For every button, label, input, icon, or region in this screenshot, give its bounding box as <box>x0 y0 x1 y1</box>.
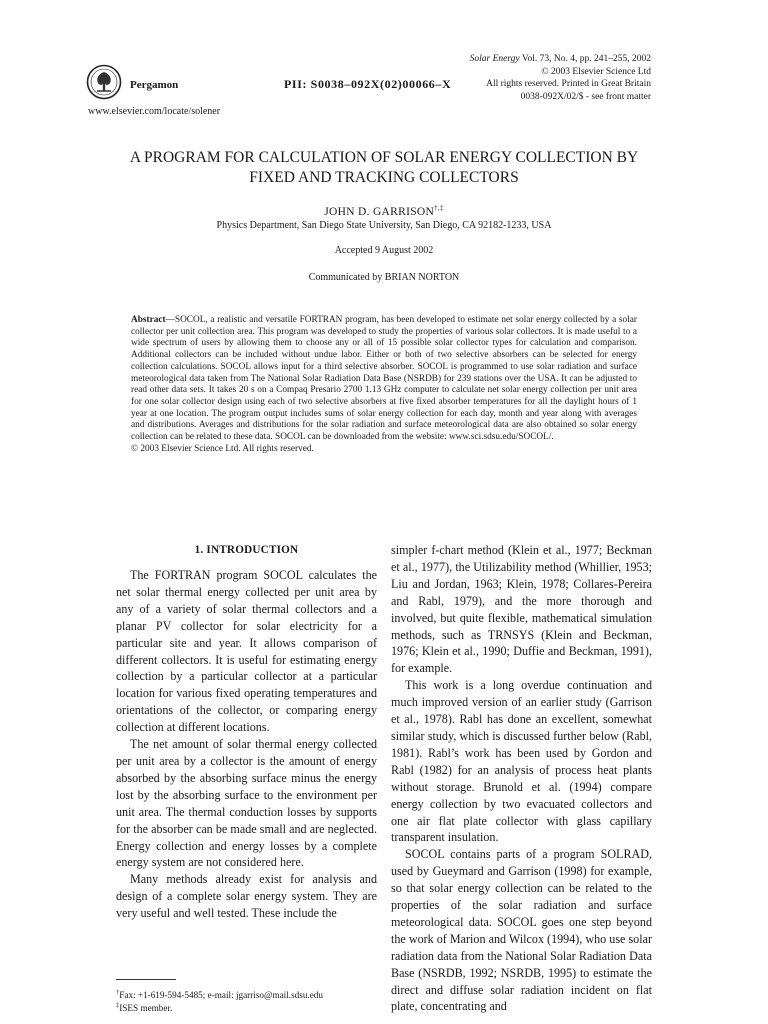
issn-line: 0038-092X/02/$ - see front matter <box>520 91 651 102</box>
abstract-label: Abstract <box>131 315 166 325</box>
intro-paragraph-5: This work is a long overdue continuation and much improved version of an earlier study (Garrison et al., 1978). Rabl has done an excellent, somewhat similar study, which is discussed further below (Rabl, 1981). Rabl’s work has been used by Gordon and Rabl (1982) for an analysis of process heat plants without storage. Brunold et al. (1994) compare energy collection by two evacuated collectors and one air flat plate collector with glass capillary transparent insulation. <box>391 678 652 845</box>
intro-paragraph-2: The net amount of solar thermal energy collected per unit area by a collector is the amount of energy absorbed by the absorbing surface minus the energy lost by the absorbing surface to the environment per unit area. The thermal conduction losses by supports for the absorber can be made small and are neglected. Energy collection and energy losses by a complete energy system are not considered here. <box>116 737 377 870</box>
intro-paragraph-3: Many methods already exist for analysis and design of a complete solar energy system. They are very useful and well tested. These include the <box>116 872 377 921</box>
footnote-mark-dagger: † <box>116 989 120 996</box>
journal-reference <box>411 53 651 103</box>
footnote-mark-double-dagger: ‡ <box>116 1002 120 1009</box>
accepted-date: Accepted 9 August 2002 <box>334 245 434 256</box>
intro-paragraph-1: The FORTRAN program SOCOL calculates the net solar thermal energy collected per unit area by any of a variety of solar thermal collectors and a planar PV collector for solar electricity for a particular site and year. It allows comparison of different collectors. It is useful for estimating energy collection by a particular collector at a particular location for various fixed operating temperatures and orientations of the collector, or comparing energy collection at different locations. <box>116 568 377 735</box>
footnote-membership-text: ISES member. <box>119 1003 173 1014</box>
publisher-name: Pergamon <box>130 79 179 91</box>
article-title-line-1: A PROGRAM FOR CALCULATION OF SOLAR ENERGY COLLECTION BY <box>129 149 639 166</box>
footnote-contact <box>116 987 386 1001</box>
elsevier-tree-logo-icon <box>86 64 122 100</box>
copyright-line: © 2003 Elsevier Science Ltd <box>541 66 651 77</box>
section-heading-introduction: 1. INTRODUCTION <box>194 544 299 556</box>
left-column <box>116 567 377 922</box>
intro-paragraph-4: simpler f-chart method (Klein et al., 1977; Beckman et al., 1977), the Utilizability method (Whillier, 1953; Liu and Jordan, 1963; Klein, 1978; Collares-Pereira and Rabl, 1979), and the more thorough and involved, but quite flexible, mathematical simulation methods, such as TRNSYS (Klein and Beckman, 1976; Klein et al., 1990; Duffie and Beckman, 1991), for example. <box>391 543 652 676</box>
journal-volume-info: Vol. 73, No. 4, pp. 241–255, 2002 <box>519 54 651 64</box>
journal-name: Solar Energy <box>469 54 520 64</box>
footnote-rule <box>116 979 176 980</box>
abstract <box>131 315 637 455</box>
footnote-membership <box>116 1000 386 1014</box>
pii-code: PII: S0038–092X(02)00066–X <box>284 77 452 91</box>
right-column <box>391 542 652 1015</box>
abstract-copyright: © 2003 Elsevier Science Ltd. All rights reserved. <box>131 443 314 454</box>
author-name: JOHN D. GARRISON <box>324 205 435 218</box>
journal-website: www.elsevier.com/locate/solener <box>88 106 221 117</box>
author-line <box>60 204 708 218</box>
article-title <box>60 148 708 188</box>
communicated-by: Communicated by BRIAN NORTON <box>308 272 460 283</box>
footnote-contact-text: Fax: +1-619-594-5485; e-mail: jgarriso@mail.sdsu.edu <box>119 990 323 1001</box>
abstract-text: —SOCOL, a realistic and versatile FORTRAN program, has been developed to estimate net solar energy collected by a solar collector per unit collection area. This program was developed to study the properties of various solar collectors. It is made useful to a wide spectrum of users by allowing them to choose any or all of 15 possible solar collector types for calculation and comparison. Additional collectors can be included without undue labor. Either or both of two selective absorbers can be selected for energy collection calculations. SOCOL allows input for a third selective absorber. SOCOL is programmed to use solar radiation and surface meteorological data taken from The National Solar Radiation Data Base (NSRDB) for 239 stations over the USA. It can be adjusted to read other data sets. It takes 20 s on a Compaq Presario 2700 1.13 GHz computer to calculate net solar energy collection per unit area for one solar collector design using each of two selective absorbers at five fixed absorber temperatures for all the daylight hours of 1 year at one location. The program output includes sums of solar energy collection for each day, month and year along with averages and distributions. Averages and distributions for the solar radiation and surface meteorological data are also obtained so solar energy collection can be related to these data. SOCOL can be downloaded from the website: www.sci.sdsu.edu/SOCOL/. <box>131 315 637 443</box>
author-affiliation: Physics Department, San Diego State University, San Diego, CA 92182-1233, USA <box>216 220 552 231</box>
author-footnote-marks: †,‡ <box>434 204 444 212</box>
rights-line: All rights reserved. Printed in Great Britain <box>486 79 651 90</box>
article-title-line-2: FIXED AND TRACKING COLLECTORS <box>249 169 519 186</box>
intro-paragraph-6: SOCOL contains parts of a program SOLRAD, used by Gueymard and Garrison (1998) for example, so that solar energy collection can be related to the properties of the solar radiation and surface meteorological data. SOCOL goes one step beyond the work of Marion and Wilcox (1994), who use solar radiation data from the National Solar Radiation Data Base (NSRDB, 1992; NSRDB, 1995) to estimate the direct and diffuse solar radiation incident on flat plate, concentrating and <box>391 847 652 1014</box>
